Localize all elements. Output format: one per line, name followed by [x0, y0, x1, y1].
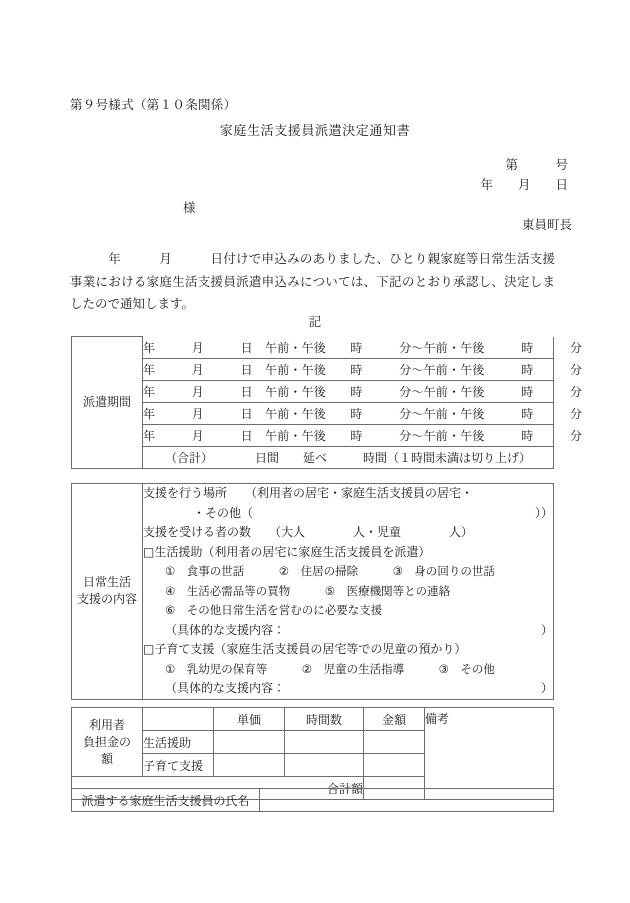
- fee-row-kosodate-amount[interactable]: [364, 754, 425, 777]
- fee-row-label-seikatsu: 生活援助: [143, 731, 214, 754]
- fee-row-label-kosodate: 子育て支援: [143, 754, 214, 777]
- fee-header-note: 備考: [425, 712, 450, 726]
- table-row: [72, 708, 554, 731]
- addressee-line: 様: [183, 201, 196, 215]
- document-number-line: 第 号: [505, 158, 568, 172]
- table-row: [72, 337, 554, 359]
- table-row: [72, 424, 554, 446]
- support-content-table: [71, 483, 554, 700]
- document-title: 家庭生活支援員派遣決定通知書: [219, 123, 411, 138]
- dispatch-period-total: （合計） 日間 延べ 時間（１時間未満は切り上げ）: [143, 446, 554, 468]
- seikatsu-detail-label: （具体的な支援内容：: [165, 622, 286, 637]
- worker-name-value[interactable]: [260, 789, 554, 812]
- worker-name-table: [71, 788, 554, 812]
- issuer-name: 東員町長: [521, 218, 572, 232]
- kosodate-shien-checkbox-line[interactable]: □子育て支援（家庭生活支援員の居宅等での児童の預かり）: [143, 642, 467, 656]
- body-paragraph-text: 年 月 日付けで申込みのありました、ひとり親家庭等日常生活支援事業における家庭生活支援員派遣申込みについては、下記のとおり承認し、決定しましたので通知します。: [70, 252, 555, 311]
- kosodate-items-line: ① 乳幼児の保育等 ② 児童の生活指導 ③ その他: [165, 661, 495, 676]
- fee-row-seikatsu-hours[interactable]: [285, 731, 364, 754]
- support-content-body: [143, 484, 554, 700]
- fee-total-label: 合計額: [72, 777, 364, 800]
- seikatsu-enjo-checkbox-line[interactable]: □生活援助（利用者の居宅に家庭生活支援員を派遣）: [143, 544, 431, 559]
- seikatsu-items-line3: ⑥ その他日常生活を営むのに必要な支援: [165, 603, 383, 617]
- support-content-label-line1: 日常生活: [82, 575, 131, 590]
- support-place-line1: 支援を行う場所 （利用者の居宅・家庭生活支援員の居宅・: [143, 486, 474, 500]
- support-recipient-count: 支援を受ける者の数 （大人 人・児童 人）: [143, 525, 474, 539]
- fee-table: [71, 707, 554, 800]
- fee-header-unit-price: 単価: [214, 708, 285, 731]
- fee-row-seikatsu-amount[interactable]: [364, 731, 425, 754]
- body-paragraph: [70, 248, 555, 316]
- dispatch-period-row-4: 年 月 日 午前・午後 時 分～午前・午後 時 分: [143, 406, 583, 421]
- table-row: [72, 484, 554, 700]
- document-date-line: 年 月 日: [480, 178, 568, 192]
- support-place-line2-text: ・その他（: [193, 505, 254, 520]
- support-content-label-line2: 支援の内容: [76, 592, 137, 607]
- kosodate-detail-line: [143, 679, 553, 699]
- dispatch-period-row-3: 年 月 日 午前・午後 時 分～午前・午後 時 分: [143, 384, 583, 399]
- dispatch-period-row-1: 年 月 日 午前・午後 時 分～午前・午後 時 分: [143, 340, 583, 355]
- table-row: [72, 358, 554, 380]
- fee-section-label: [72, 708, 143, 777]
- worker-name-label: 派遣する家庭生活支援員の氏名: [72, 789, 260, 812]
- fee-header-blank: [143, 708, 214, 731]
- ki-heading: 記: [308, 315, 322, 329]
- dispatch-period-row-2: 年 月 日 午前・午後 時 分～午前・午後 時 分: [143, 362, 583, 377]
- dispatch-period-cell: [143, 337, 583, 359]
- dispatch-period-label: 派遣期間: [72, 337, 143, 469]
- table-row: [72, 402, 554, 424]
- table-row: [72, 446, 554, 468]
- dispatch-period-cell: [143, 358, 583, 380]
- fee-label-line3: 額: [100, 751, 113, 766]
- table-row: [72, 789, 554, 812]
- seikatsu-items-line2: ④ 生活必需品等の買物 ⑤ 医療機関等との連絡: [165, 583, 451, 598]
- fee-header-hours: 時間数: [285, 708, 364, 731]
- fee-label-line1: 利用者: [88, 717, 125, 732]
- support-place-line2-close: ））: [534, 505, 553, 520]
- fee-note-cell[interactable]: [425, 708, 554, 800]
- support-place-line2: [143, 504, 553, 524]
- kosodate-detail-label: （具体的な支援内容：: [165, 681, 286, 695]
- kosodate-detail-close: ）: [540, 681, 553, 695]
- fee-row-kosodate-unit-price[interactable]: [214, 754, 285, 777]
- dispatch-period-row-5: 年 月 日 午前・午後 時 分～午前・午後 時 分: [143, 428, 583, 443]
- dispatch-period-table: [71, 336, 583, 469]
- support-content-label: [72, 484, 143, 700]
- dispatch-period-cell: [143, 402, 583, 424]
- dispatch-period-cell: [143, 380, 583, 402]
- form-number: 第９号様式（第１０条関係）: [70, 98, 237, 112]
- table-row: [72, 380, 554, 402]
- fee-row-kosodate-hours[interactable]: [285, 754, 364, 777]
- seikatsu-items-line1: ① 食事の世話 ② 住居の掃除 ③ 身の回りの世話: [165, 564, 495, 578]
- dispatch-period-cell: [143, 424, 583, 446]
- seikatsu-detail-line: [143, 621, 553, 641]
- fee-header-amount: 金額: [364, 708, 425, 731]
- document-meta: [480, 155, 568, 195]
- seikatsu-detail-close: ）: [540, 622, 553, 637]
- fee-row-seikatsu-unit-price[interactable]: [214, 731, 285, 754]
- fee-label-line2: 負担金の: [82, 734, 131, 749]
